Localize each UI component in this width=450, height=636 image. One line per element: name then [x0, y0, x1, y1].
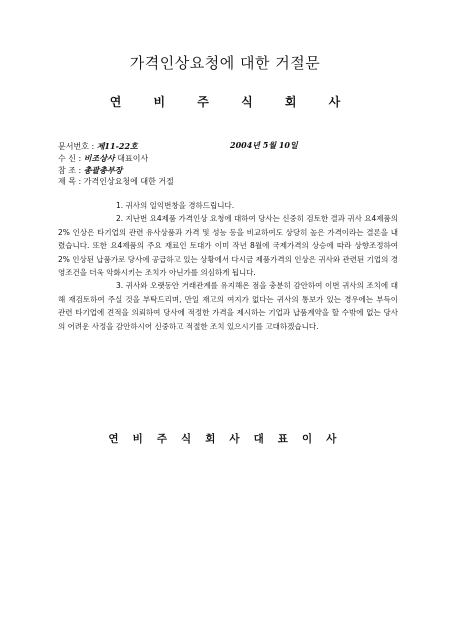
paragraph-1: 1. 귀사의 일익번창을 경하드립니다.: [116, 201, 235, 210]
cc-value: 총괄총부장: [83, 165, 123, 175]
recipient-name: 비조상사: [83, 153, 115, 163]
signature-line: 연 비 주 식 회 사 대 표 이 사: [108, 433, 342, 445]
doc-number-label: 문서번호 :: [58, 142, 95, 151]
paragraph-2: 2. 지난번 요4제품 가격인상 요청에 대하여 당사는 신중히 검토한 결과 귀사 요4제품의 2% 인상은 타기업의 관련 유사상품과 가격 및 성능 등을 비교하여도 상당히 높은 가격이라는 결론을 내렸습니다. 또한 요4제품의 주요 재료인 토대가 이미 작년 8월에 국제가격의 상승에 따라 상향조정하여 2% 인상된 납품가로 당사에 공급하고 있는 상황에서 다시금 제품가격의 인상은 귀사와 관련된 기업의 경영조건을 더욱 악화시키는 조치가 아닌가를 의심하게 됩니다.: [58, 214, 399, 278]
doc-date: 2004년 5월 10일: [230, 140, 298, 150]
document-title: 가격인상요청에 대한 거절문: [129, 54, 321, 72]
letter-body: [58, 199, 398, 333]
recipient-label: 수 신 :: [58, 154, 82, 163]
subject-value: 가격인상요청에 대한 거절: [83, 177, 174, 186]
subject-label: 제 목 :: [58, 177, 82, 186]
recipient-title: 대표이사: [117, 154, 149, 163]
paragraph-3: 3. 귀사와 오랫동안 거래관계를 유지해온 점을 충분히 감안하여 이번 귀사의 조치에 대해 재검토하여 주실 것을 부탁드리며, 만일 재고의 여지가 없다는 귀사의 통보가 있는 경우에는 부득이 관련 타기업에 견적을 의뢰하여 당사에 적정한 가격을 제시하는 기업과 납품계약을 할 수밖에 없는 당사의 어려운 사정을 감안하시어 신중하고 적절한 조치 있으시기를 고대하겠습니다.: [58, 281, 398, 331]
subject-line: [58, 176, 174, 188]
cc-label: 참 조 :: [58, 166, 82, 175]
doc-number-value: 제11-22호: [96, 141, 138, 151]
company-name: 연 비 주 식 회 사: [109, 95, 355, 109]
